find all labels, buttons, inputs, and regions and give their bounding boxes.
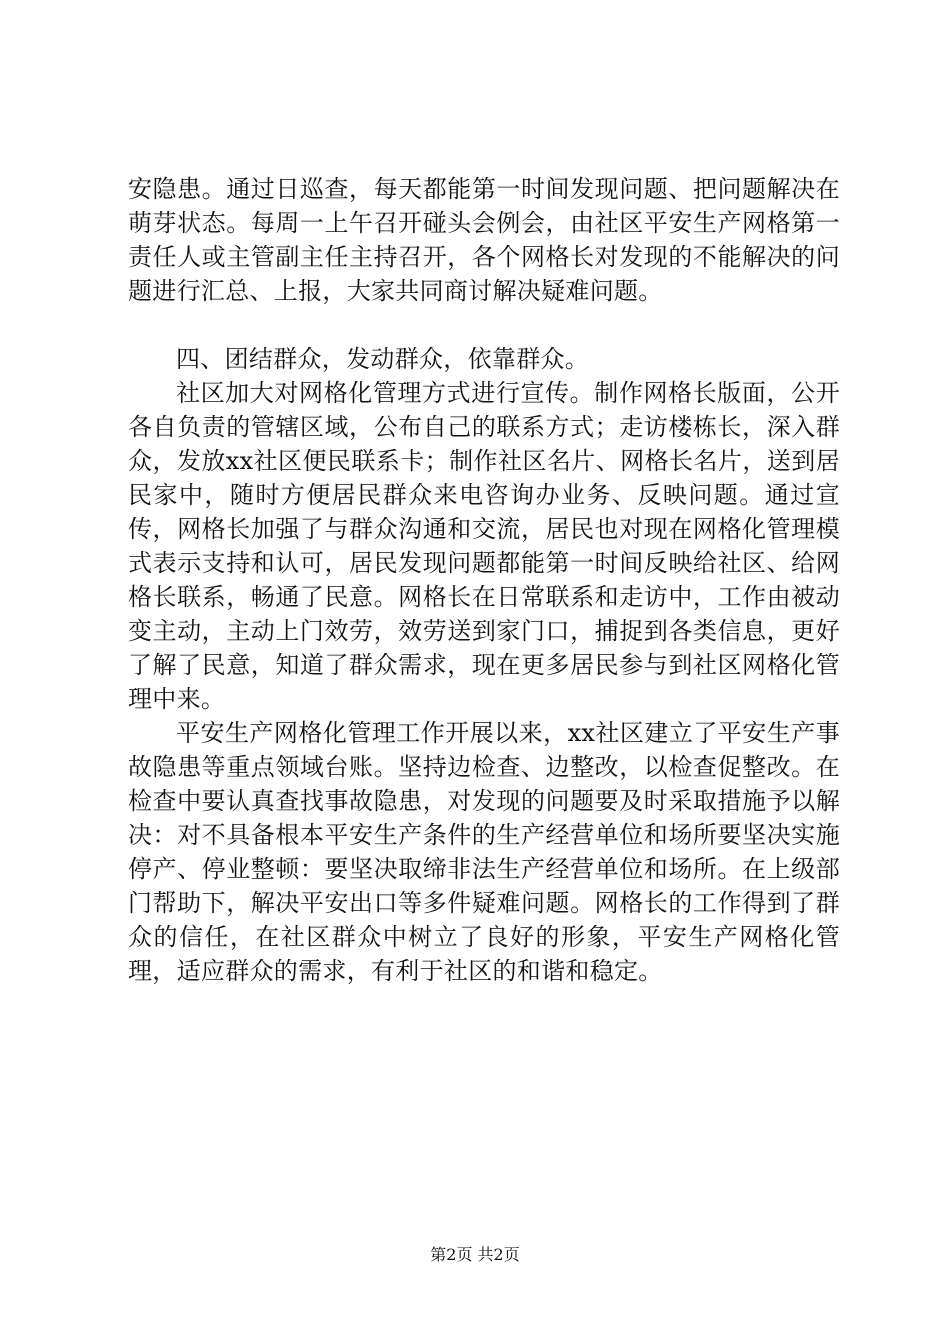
paragraph-continuation: 安隐患。通过日巡查，每天都能第一时间发现问题、把问题解决在萌芽状态。每周一上午召开碰头会例会，由社区平安生产网格第一责任人或主管副主任主持召开，各个网格长对发现的不能解决的问题进行汇总、上报，大家共同商讨解决疑难问题。 <box>128 175 840 305</box>
section-heading: 四、团结群众，发动群众，依靠群众。 <box>176 345 590 373</box>
page-footer: 第2页 共2页 <box>430 1245 520 1264</box>
paragraph-publicity: 社区加大对网格化管理方式进行宣传。制作网格长版面，公开各自负责的管辖区域，公布自己的联系方式；走访楼栋长，深入群众，发放xx社区便民联系卡；制作社区名片、网格长名片，送到居民家中，随时方便居民群众来电咨询办业务、反映问题。通过宣传，网格长加强了与群众沟通和交流，居民也对现在网格化管理模式表示支持和认可，居民发现问题都能第一时间反映给社区、给网格长联系，畅通了民意。网格长在日常联系和走访中，工作由被动变主动，主动上门效劳，效劳送到家门口，捕捉到各类信息，更好了解了民意，知道了群众需求，现在更多居民参与到社区网格化管理中来。 <box>128 379 840 713</box>
document-body <box>128 172 840 988</box>
paragraph-safety-management: 平安生产网格化管理工作开展以来，xx社区建立了平安生产事故隐患等重点领域台账。坚持边检查、边整改，以检查促整改。在检查中要认真查找事故隐患，对发现的问题要及时采取措施予以解决：对不具备根本平安生产条件的生产经营单位和场所要坚决实施停产、停业整顿：要坚决取缔非法生产经营单位和场所。在上级部门帮助下，解决平安出口等多件疑难问题。网格长的工作得到了群众的信任，在社区群众中树立了良好的形象，平安生产网格化管理，适应群众的需求，有利于社区的和谐和稳定。 <box>128 719 840 985</box>
